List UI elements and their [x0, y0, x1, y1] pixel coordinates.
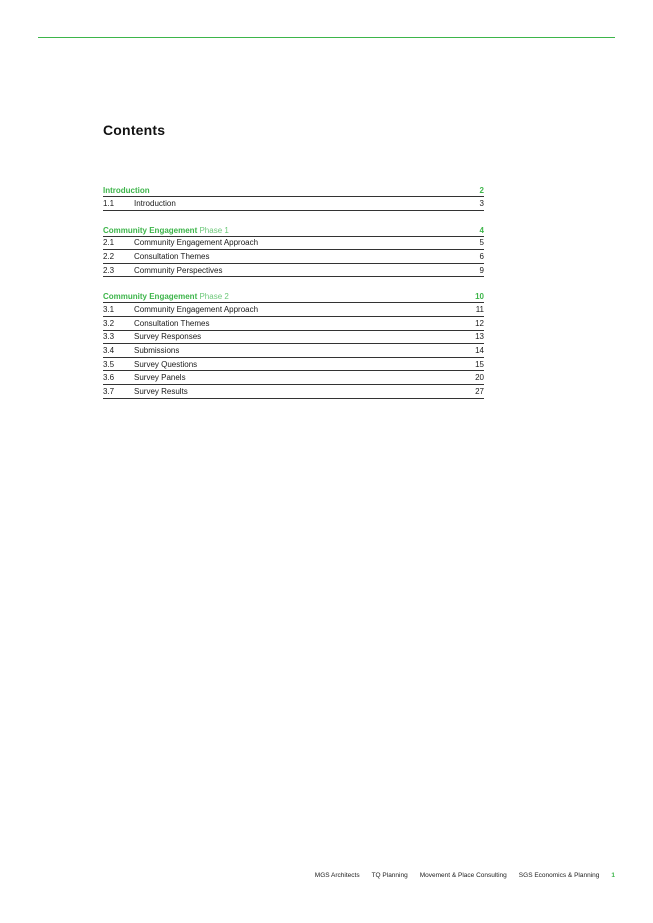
toc-section-introduction [103, 183, 484, 211]
toc-entry[interactable]: 3.3 Survey Responses 13 [103, 331, 484, 345]
toc-entry[interactable]: 3.5 Survey Questions 15 [103, 358, 484, 372]
toc-entry[interactable]: 1.1 Introduction 3 [103, 197, 484, 211]
footer-credit: MGS Architects [314, 872, 360, 879]
section-page-number: 4 [479, 225, 484, 235]
section-page-number: 10 [475, 292, 484, 302]
footer-credit: TQ Planning [371, 872, 408, 879]
footer-page-number: 1 [611, 872, 615, 879]
header-rule [38, 37, 615, 38]
toc-entry[interactable]: 2.1 Community Engagement Approach 5 [103, 237, 484, 251]
footer-credit: Movement & Place Consulting [419, 872, 507, 879]
section-page-number: 2 [479, 186, 484, 195]
toc-entry[interactable]: 2.3 Community Perspectives 9 [103, 264, 484, 278]
toc-section-phase-2 [103, 289, 484, 398]
toc-section-heading[interactable]: Community Engagement Phase 1 4 [103, 223, 484, 237]
toc-entry[interactable]: 3.6 Survey Panels 20 [103, 371, 484, 385]
page-footer [315, 872, 615, 879]
table-of-contents [103, 183, 484, 411]
toc-section-heading[interactable]: Community Engagement Phase 2 10 [103, 289, 484, 303]
toc-section-heading[interactable]: Introduction 2 [103, 183, 484, 197]
toc-entry[interactable]: 2.2 Consultation Themes 6 [103, 250, 484, 264]
toc-entry[interactable]: 3.7 Survey Results 27 [103, 385, 484, 399]
toc-entry[interactable]: 3.2 Consultation Themes 12 [103, 317, 484, 331]
toc-entry[interactable]: 3.1 Community Engagement Approach 11 [103, 303, 484, 317]
page-title: Contents [103, 122, 166, 138]
toc-entry[interactable]: 3.4 Submissions 14 [103, 344, 484, 358]
footer-credit: SGS Economics & Planning [518, 872, 600, 879]
toc-section-phase-1 [103, 223, 484, 278]
